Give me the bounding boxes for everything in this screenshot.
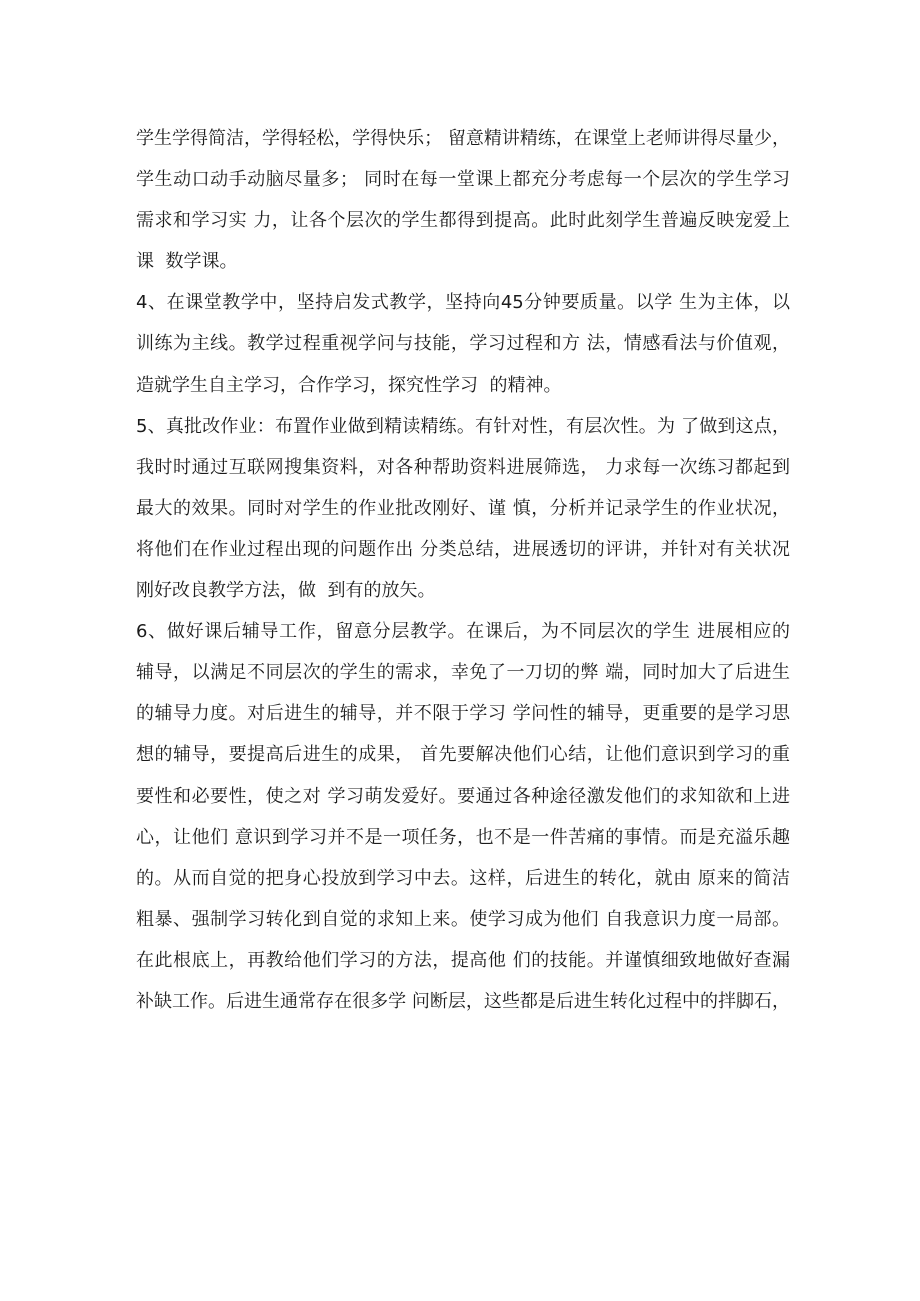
text-line: 粗暴、强制学习转化到自觉的求知上来。使学习成为他们 自我意识力度一局部。 xyxy=(136,908,790,930)
text-line: 造就学生自主学习，合作学习，探究性学习 的精神。 xyxy=(136,374,562,396)
body-text xyxy=(136,118,790,1022)
text-line: 6、做好课后辅导工作，留意分层教学。在课后，为不同层次的学生 进展相应的 xyxy=(136,621,790,643)
text-line: 要性和必要性，使之对 学习萌发爱好。要通过各种途径激发他们的求知欲和上进 xyxy=(136,785,790,807)
text-line: 我时时通过互联网搜集资料，对各种帮助资料进展筛选， 力求每一次练习都起到 xyxy=(136,456,790,478)
text-line: 的辅导力度。对后进生的辅导，并不限于学习 学问性的辅导，更重要的是学习思 xyxy=(136,703,790,725)
text-line: 心，让他们 意识到学习并不是一项任务，也不是一件苦痛的事情。而是充溢乐趣 xyxy=(136,826,790,848)
text-line: 学生学得简洁，学得轻松，学得快乐； 留意精讲精练，在课堂上老师讲得尽量少， xyxy=(136,128,790,149)
text-line: 刚好改良教学方法，做 到有的放矢。 xyxy=(136,580,436,602)
text-line: 想的辅导，要提高后进生的成果， 首先要解决他们心结，让他们意识到学习的重 xyxy=(136,744,790,766)
text-line: 补缺工作。后进生通常存在很多学 问断层，这些都是后进生转化过程中的拌脚石， xyxy=(136,990,790,1012)
text-line: 学生动口动手动脑尽量多； 同时在每一堂课上都充分考虑每一个层次的学生学习 xyxy=(136,169,790,191)
text-line: 辅导，以满足不同层次的学生的需求，幸免了一刀切的弊 端，同时加大了后进生 xyxy=(136,662,790,684)
text-line: 课 数学课。 xyxy=(136,251,238,273)
text-line: 在此根底上，再教给他们学习的方法，提高他 们的技能。并谨慎细致地做好查漏 xyxy=(136,949,790,971)
text-line: 训练为主线。教学过程重视学问与技能，学习过程和方 法，情感看法与价值观， xyxy=(136,333,790,355)
text-line: 4、在课堂教学中，坚持启发式教学，坚持向45分钟要质量。以学 生为主体，以 xyxy=(136,292,790,314)
text-line: 5、真批改作业：布置作业做到精读精练。有针对性，有层次性。为 了做到这点， xyxy=(136,415,790,437)
text-line: 的。从而自觉的把身心投放到学习中去。这样，后进生的转化，就由 原来的简洁 xyxy=(136,867,790,889)
text-line: 需求和学习实 力，让各个层次的学生都得到提高。此时此刻学生普遍反映宠爱上 xyxy=(136,210,790,232)
text-line: 最大的效果。同时对学生的作业批改刚好、谨 慎，分析并记录学生的作业状况， xyxy=(136,497,790,519)
text-line: 将他们在作业过程出现的问题作出 分类总结，进展透切的评讲，并针对有关状况 xyxy=(136,538,790,560)
